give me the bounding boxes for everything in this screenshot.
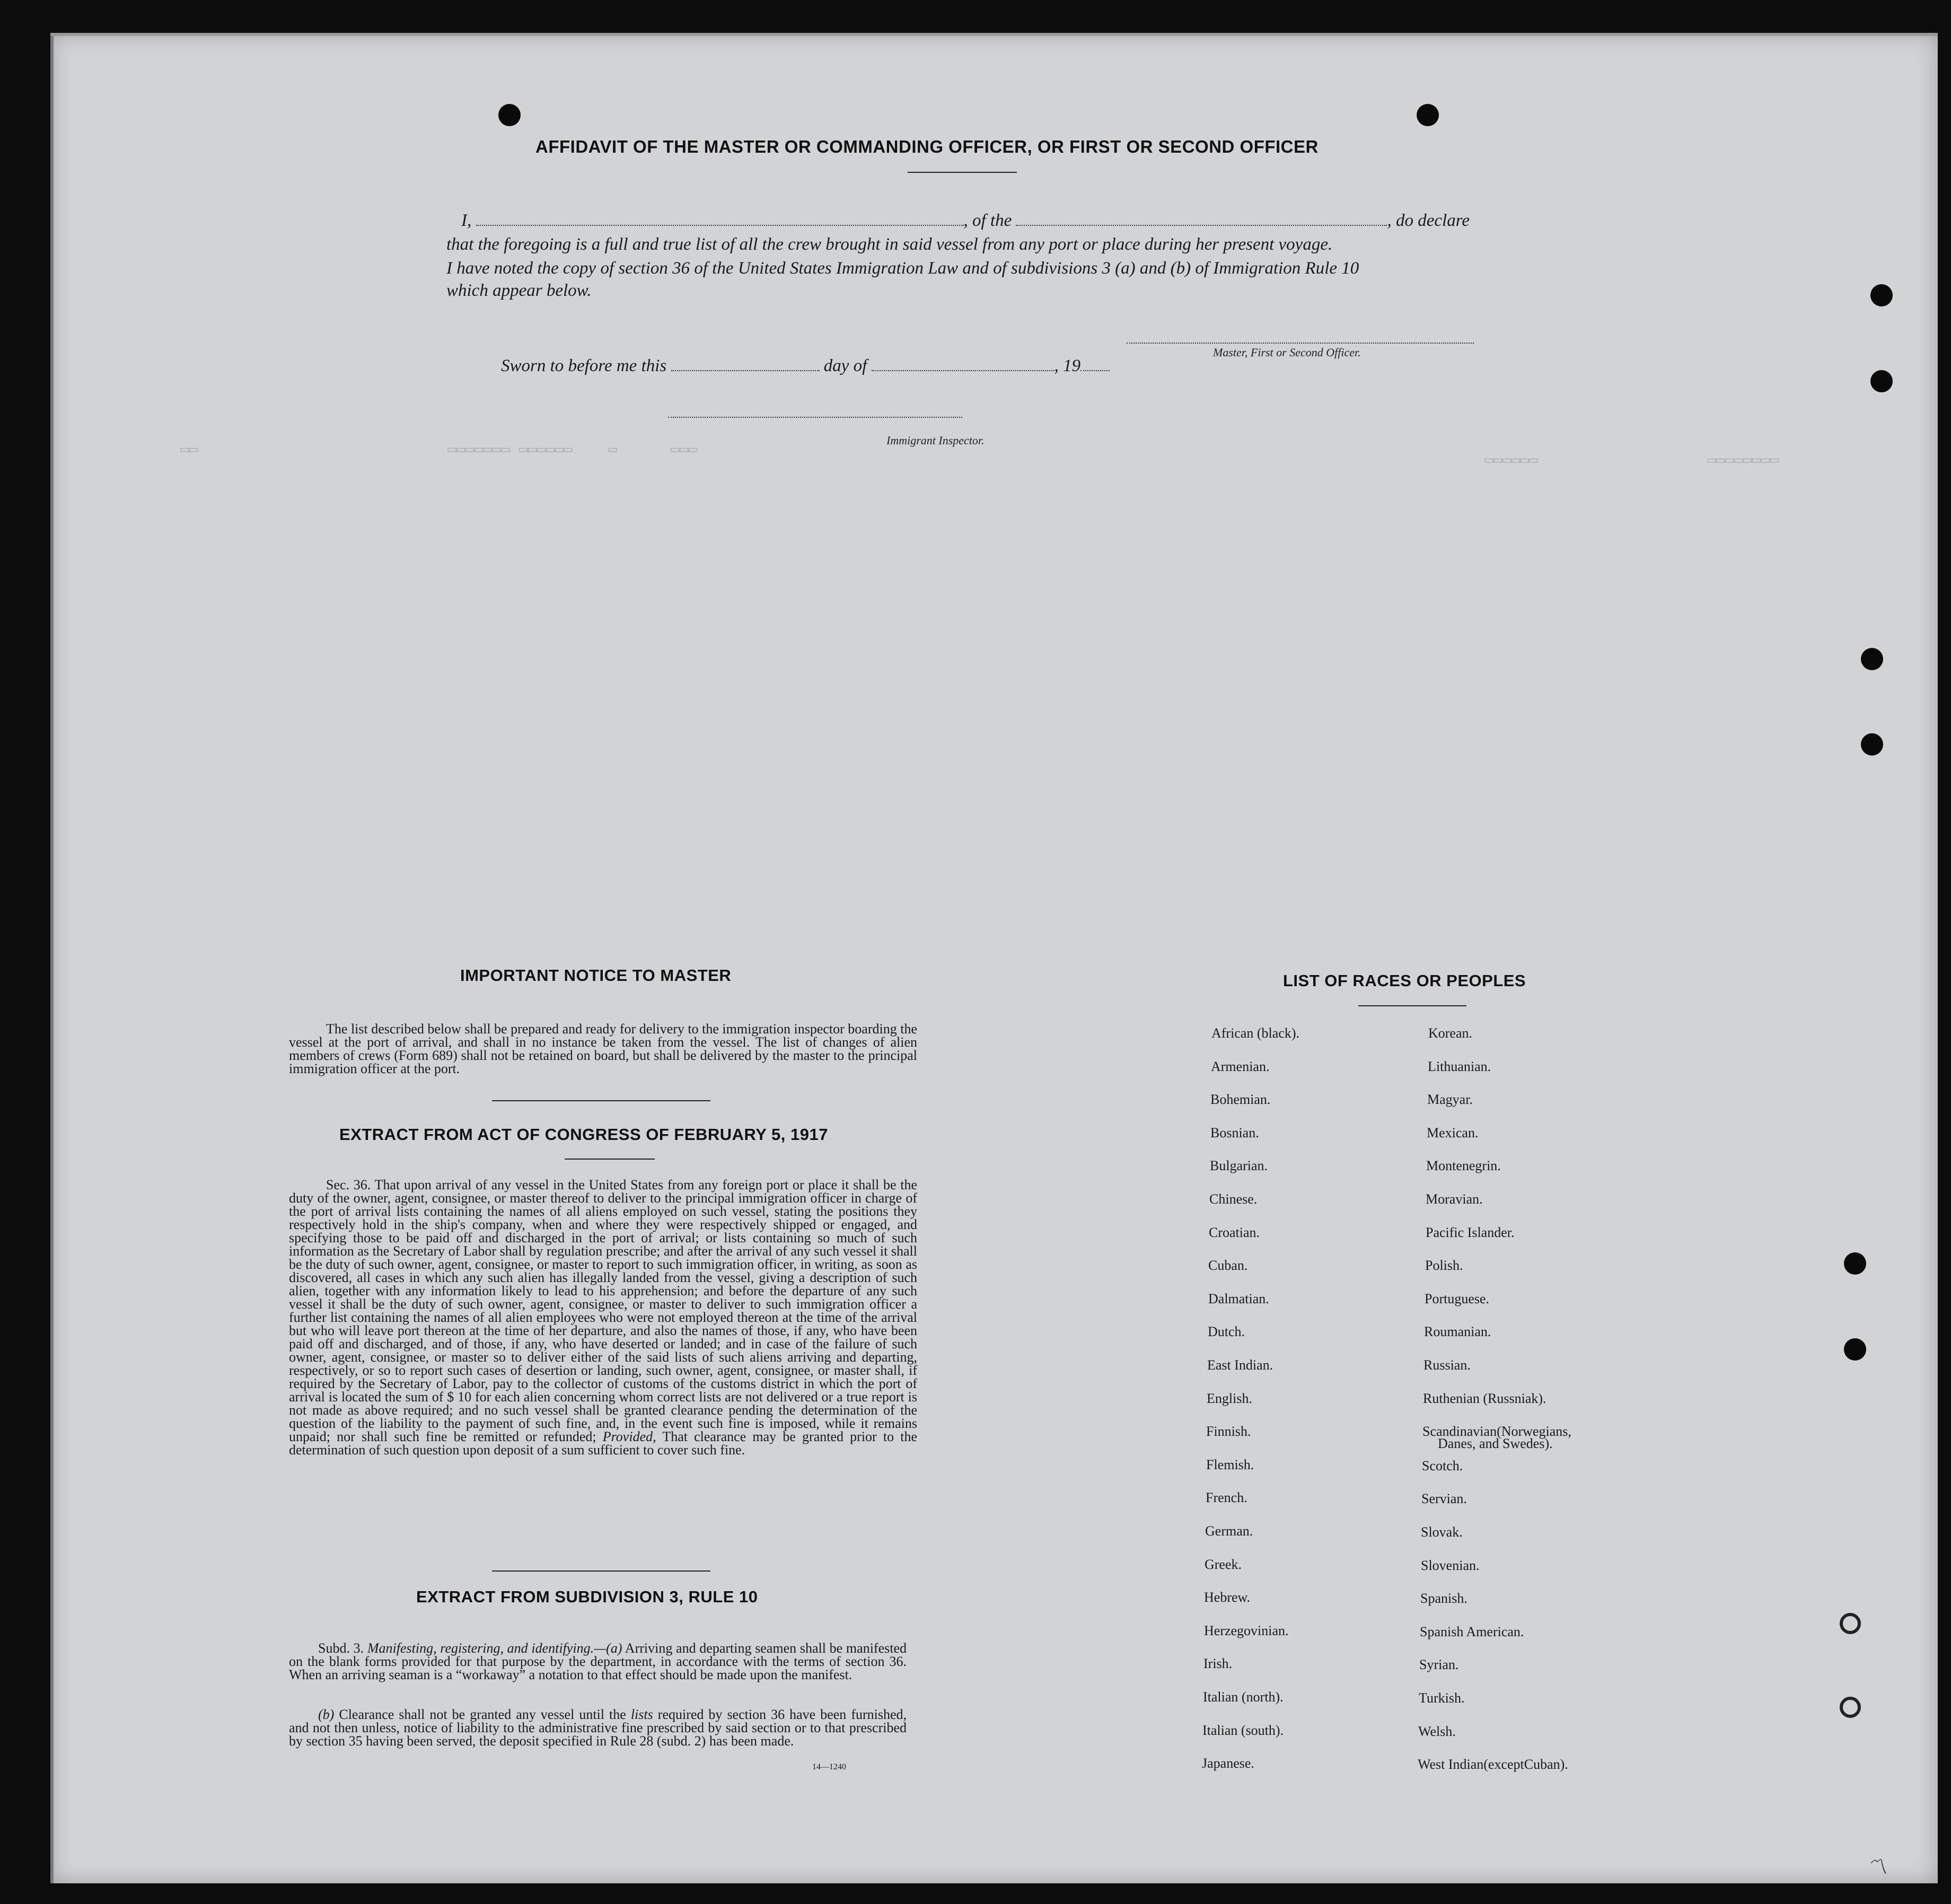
notice-rule	[492, 1100, 710, 1101]
race-item: English.	[1207, 1391, 1252, 1406]
punch-hole	[1870, 284, 1893, 306]
race-item: Armenian.	[1211, 1059, 1270, 1074]
race-item: Servian.	[1421, 1491, 1467, 1506]
rule-text-b	[289, 1708, 907, 1748]
act-title-rule	[565, 1159, 655, 1160]
punch-hole	[498, 104, 521, 126]
race-item: Pacific Islander.	[1426, 1225, 1515, 1240]
race-item: Flemish.	[1206, 1457, 1254, 1472]
page-number-mark: 〽	[1866, 1855, 1887, 1879]
race-item: Roumanian.	[1424, 1324, 1491, 1339]
race-item: Herzegovinian.	[1204, 1623, 1289, 1638]
affidavit-title: AFFIDAVIT OF THE MASTER OR COMMANDING OFFICER, OR FIRST OR SECOND OFFICER	[535, 137, 1319, 156]
sworn-day-field[interactable]	[671, 370, 820, 371]
affidavit-line-3: I have noted the copy of section 36 of the United States Immigration Law and of subdivisions 3 (a) and (b) of Immigration Rule 10	[446, 259, 1359, 278]
rule-b-label: (b)	[318, 1707, 335, 1722]
rule-text-b2: required by section 36 have been furnished, and not then unless, notice of liability to the administrative fine prescribed by said section or to that prescribed by section 35 having been served, the deposit specified in Rule 28 (subd. 2) has been made.	[289, 1707, 907, 1749]
rule-lists: lists	[630, 1707, 653, 1722]
race-item: Spanish American.	[1420, 1624, 1524, 1639]
master-signature-line[interactable]	[1127, 333, 1474, 344]
race-item: East Indian.	[1207, 1357, 1273, 1373]
race-item: Syrian.	[1419, 1657, 1459, 1672]
race-item: Japanese.	[1202, 1756, 1254, 1771]
affidavit-of-the: , of the	[963, 211, 1012, 230]
name-field[interactable]	[476, 225, 964, 226]
notice-text: The list described below shall be prepared and ready for delivery to the immigration inspector boarding the vessel at the port of arrival, and shall in no instance be taken from the vessel. The list of changes of alien members of crews (Form 689) shall not be retained on board, but shall be delivered by the master to the principal immigration officer at the port.	[289, 1021, 917, 1076]
punch-hole	[1840, 1697, 1861, 1718]
rule-heading: Manifesting, registering, and identifying.—(a)	[367, 1640, 622, 1656]
sworn-label: Sworn to before me this	[501, 356, 667, 375]
race-item: Turkish.	[1419, 1690, 1465, 1706]
race-item: Moravian.	[1426, 1191, 1483, 1207]
rule-title: EXTRACT FROM SUBDIVISION 3, RULE 10	[416, 1587, 758, 1606]
race-item: Dutch.	[1208, 1324, 1245, 1339]
race-item: Scotch.	[1422, 1458, 1463, 1473]
race-item: Welsh.	[1418, 1724, 1456, 1739]
bleed-through-row: ▭▭ ▭▭▭▭▭▭▭ ▭▭▭▭▭▭ ▭ ▭▭▭	[180, 442, 698, 459]
affidavit-title-rule	[908, 172, 1017, 173]
affidavit-do-declare: , do declare	[1387, 211, 1470, 230]
race-item: Scandinavian(Norwegians,	[1422, 1424, 1571, 1439]
race-item: Bulgarian.	[1210, 1158, 1268, 1173]
form-number: 14—1240	[812, 1762, 846, 1771]
vessel-field[interactable]	[1016, 225, 1387, 226]
race-item: Danes, and Swedes).	[1438, 1436, 1553, 1451]
affidavit-line-4: which appear below.	[446, 281, 592, 300]
bleed-through-row: ▭▭▭▭▭▭ ▭▭▭▭▭▭▭▭	[1484, 453, 1779, 469]
sworn-line	[501, 356, 1110, 376]
race-item: Polish.	[1425, 1258, 1463, 1273]
rule-text-b1: Clearance shall not be granted any vessel until the	[339, 1707, 626, 1722]
act-text-a: Sec. 36. That upon arrival of any vessel in the United States from any foreign port or place it shall be the duty of the owner, agent, consignee, or master thereof to deliver to the principal immigration officer in charge of the port of arrival lists containing the names of all aliens employed on such vessel, stating the positions they respectively hold in the ship's company, when and where they were respectively shipped or engaged, and specifying those to be paid off and discharged in the port of arrival; or lists containing so much of such information as the Secretary of Labor shall by regulation prescribe; and after the arrival of any such vessel it shall be the duty of such owner, agent, consignee, or master to report to such immigration officer, in writing, as soon as discovered, all cases in which any such alien has illegally landed from the vessel, giving a description of such alien, together with any information likely to lead to his apprehension; and before the departure of any such vessel it shall be the duty of such owner, agent, consignee, or master to deliver to such immigration officer a further list containing the names of all alien employees who were not employed thereon at the time of the arrival but who will leave port thereon at the time of her departure, and also the names of those, if any, who have been paid off and discharged, and of those, if any, who have deserted or landed; and in case of the failure of such owner, agent, consignee, or master so to deliver either of the said lists of such aliens arriving and departing, respectively, or so to report such cases of desertion or landing, such owner, agent, consignee, or master shall, if required by the Secretary of Labor, pay to the collector of customs of the customs district in which the port of arrival is located the sum of $ 10 for each alien concerning whom correct lists are not delivered or a true report is not made as above required; and no such vessel shall be granted clearance pending the determination of the question of the liability to the payment of such fine, and, in the event such fine is imposed, while it remains unpaid; nor shall such fine be remitted or refunded;	[289, 1177, 917, 1444]
affidavit-i: I,	[461, 211, 472, 230]
punch-hole	[1840, 1613, 1861, 1634]
race-item: Lithuanian.	[1428, 1059, 1491, 1074]
page-fold	[50, 33, 54, 1883]
act-rule	[492, 1570, 710, 1572]
race-item: Irish.	[1203, 1656, 1233, 1671]
race-item: Mexican.	[1427, 1125, 1479, 1140]
race-item: German.	[1205, 1523, 1253, 1539]
race-item: Finnish.	[1206, 1424, 1251, 1439]
race-item: Magyar.	[1427, 1092, 1473, 1107]
day-of-label: day of	[823, 356, 867, 375]
year-prefix: , 19	[1054, 356, 1081, 375]
punch-hole	[1417, 104, 1439, 126]
races-title: LIST OF RACES OR PEOPLES	[1283, 971, 1526, 990]
race-item: Russian.	[1423, 1357, 1471, 1373]
race-item: Slovak.	[1421, 1524, 1463, 1540]
sworn-year-field[interactable]	[1080, 370, 1110, 371]
race-item: Italian (north).	[1203, 1689, 1284, 1705]
race-item: African (black).	[1211, 1025, 1300, 1041]
race-item: French.	[1206, 1490, 1247, 1505]
race-item: Ruthenian (Russniak).	[1423, 1391, 1546, 1406]
punch-hole	[1861, 733, 1883, 756]
affidavit-line-1	[461, 211, 1470, 231]
punch-hole	[1844, 1338, 1866, 1361]
rule-text-a-body: Arriving and departing seamen shall be manifested on the blank forms provided for that purpose by the department, in accordance with the terms of section 36. When an arriving seaman is a “workaway” a notation to that effect should be made upon the manifest.	[289, 1640, 907, 1682]
master-label: Master, First or Second Officer.	[1213, 346, 1361, 359]
race-item: Croatian.	[1209, 1225, 1260, 1240]
race-item: Bohemian.	[1210, 1092, 1271, 1107]
race-item: Bosnian.	[1210, 1125, 1259, 1140]
races-title-rule	[1358, 1005, 1466, 1006]
race-item: Montenegrin.	[1426, 1158, 1501, 1173]
act-provided: Provided,	[602, 1429, 656, 1444]
affidavit-line-2: that the foregoing is a full and true list of all the crew brought in said vessel from any port or place during her present voyage.	[446, 235, 1333, 254]
rule-subd: Subd. 3.	[318, 1640, 364, 1656]
race-item: West Indian(exceptCuban).	[1418, 1757, 1568, 1772]
inspector-signature-line[interactable]	[668, 410, 962, 418]
race-item: Greek.	[1205, 1557, 1242, 1572]
race-item: Chinese.	[1209, 1191, 1258, 1207]
rule-text-a	[289, 1642, 907, 1681]
race-item: Slovenian.	[1421, 1558, 1480, 1573]
act-text	[289, 1178, 917, 1456]
act-text-b: That clearance may be granted prior to the determination of such question upon deposit of a sum sufficient to cover such fine.	[289, 1429, 918, 1458]
punch-hole	[1861, 648, 1883, 670]
race-item: Cuban.	[1208, 1258, 1248, 1273]
race-item: Spanish.	[1420, 1591, 1467, 1606]
race-item: Portuguese.	[1425, 1291, 1490, 1306]
race-item: Korean.	[1428, 1025, 1473, 1041]
race-item: Dalmatian.	[1208, 1291, 1269, 1306]
document-page	[50, 33, 1938, 1883]
race-item: Hebrew.	[1204, 1590, 1251, 1605]
punch-hole	[1870, 370, 1893, 392]
inspector-label: Immigrant Inspector.	[886, 434, 985, 447]
page-top-edge	[50, 33, 1938, 36]
notice-title: IMPORTANT NOTICE TO MASTER	[460, 966, 732, 985]
race-item: Italian (south).	[1202, 1723, 1284, 1738]
act-title: EXTRACT FROM ACT OF CONGRESS OF FEBRUARY 5, 1917	[339, 1125, 828, 1144]
punch-hole	[1844, 1252, 1866, 1275]
sworn-month-field[interactable]	[872, 370, 1054, 371]
